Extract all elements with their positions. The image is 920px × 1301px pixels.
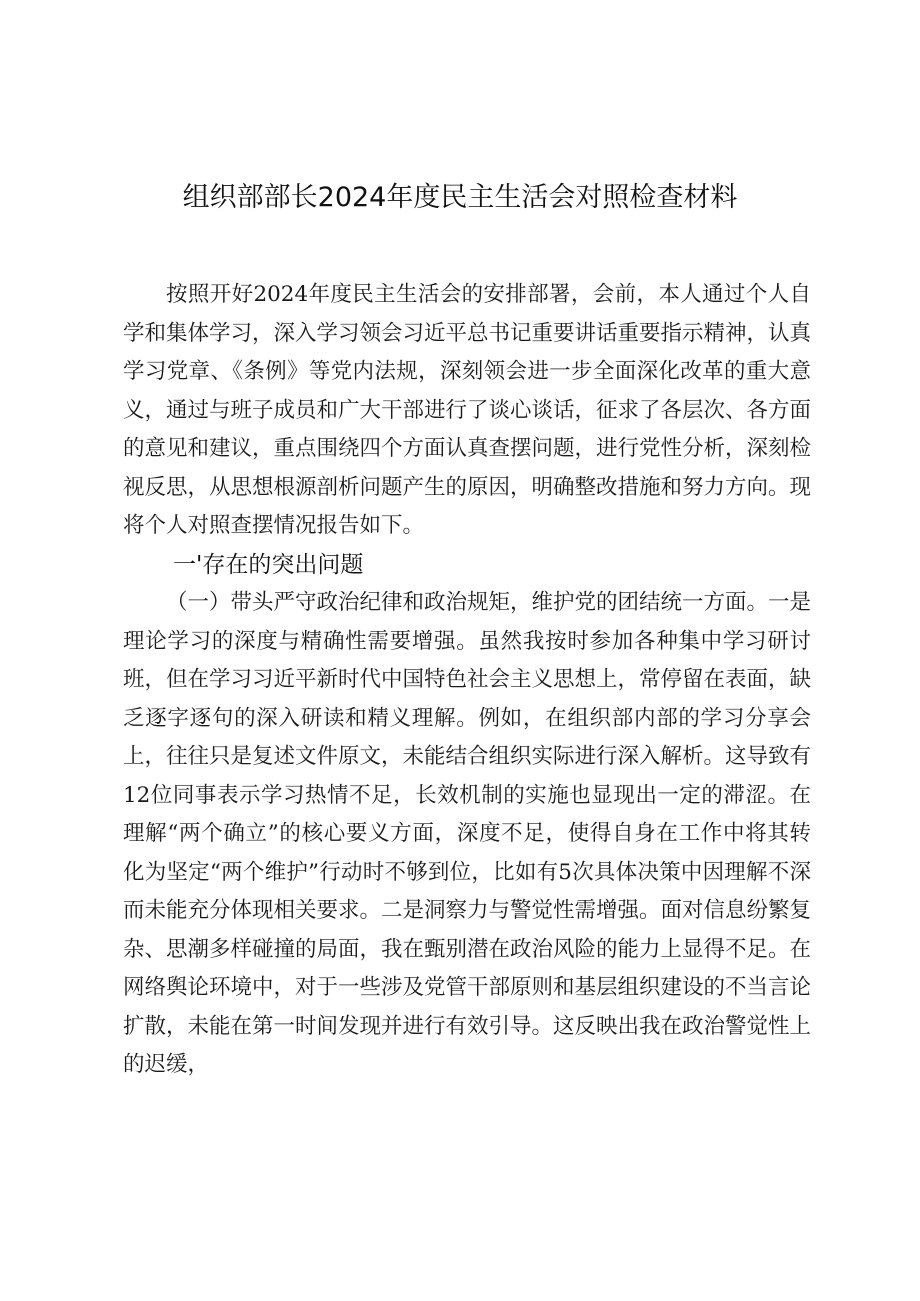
intro-paragraph: 按照开好2024年度民主生活会的安排部署，会前，本人通过个人自学和集体学习，深入学习领会习近平总书记重要讲话重要指示精神，认真学习党章、《条例》等党内法规，深刻领会进一步全面深化改革的重大意义，通过与班子成员和广大干部进行了谈心谈话，征求了各层次、各方面的意见和建议，重点围绕四个方面认真查摆问题，进行党性分析，深刻检视反思，从思想根源剖析问题产生的原因，明确整改措施和努力方向。现将个人对照查摆情况报告如下。 <box>123 282 812 538</box>
section-paragraph: （一）带头严守政治纪律和政治规矩，维护党的团结统一方面。一是理论学习的深度与精确性需要增强。虽然我按时参加各种集中学习研讨班，但在学习习近平新时代中国特色社会主义思想上，常停留在表面，缺乏逐字逐句的深入研读和精义理解。例如，在组织部内部的学习分享会上，往往只是复述文件原文，未能结合组织实际进行深入解析。这导致有12位同事表示学习热情不足，长效机制的实施也显现出一定的滞涩。在理解“两个确立”的核心要义方面，深度不足，使得自身在工作中将其转化为坚定“两个维护”行动时不够到位，比如有5次具体决策中因理解不深而未能充分体现相关要求。二是洞察力与警觉性需增强。面对信息纷繁复杂、思潮多样碰撞的局面，我在甄别潜在政治风险的能力上显得不足。在网络舆论环境中，对于一些涉及党管干部原则和基层组织建设的不当言论扩散，未能在第一时间发现并进行有效引导。这反映出我在政治警觉性上的迟缓， <box>123 590 812 1077</box>
document-title: 组织部部长2024年度民主生活会对照检查材料 <box>182 182 738 213</box>
section-heading: 一'存在的突出问题 <box>173 551 364 578</box>
document-body <box>123 276 811 1085</box>
